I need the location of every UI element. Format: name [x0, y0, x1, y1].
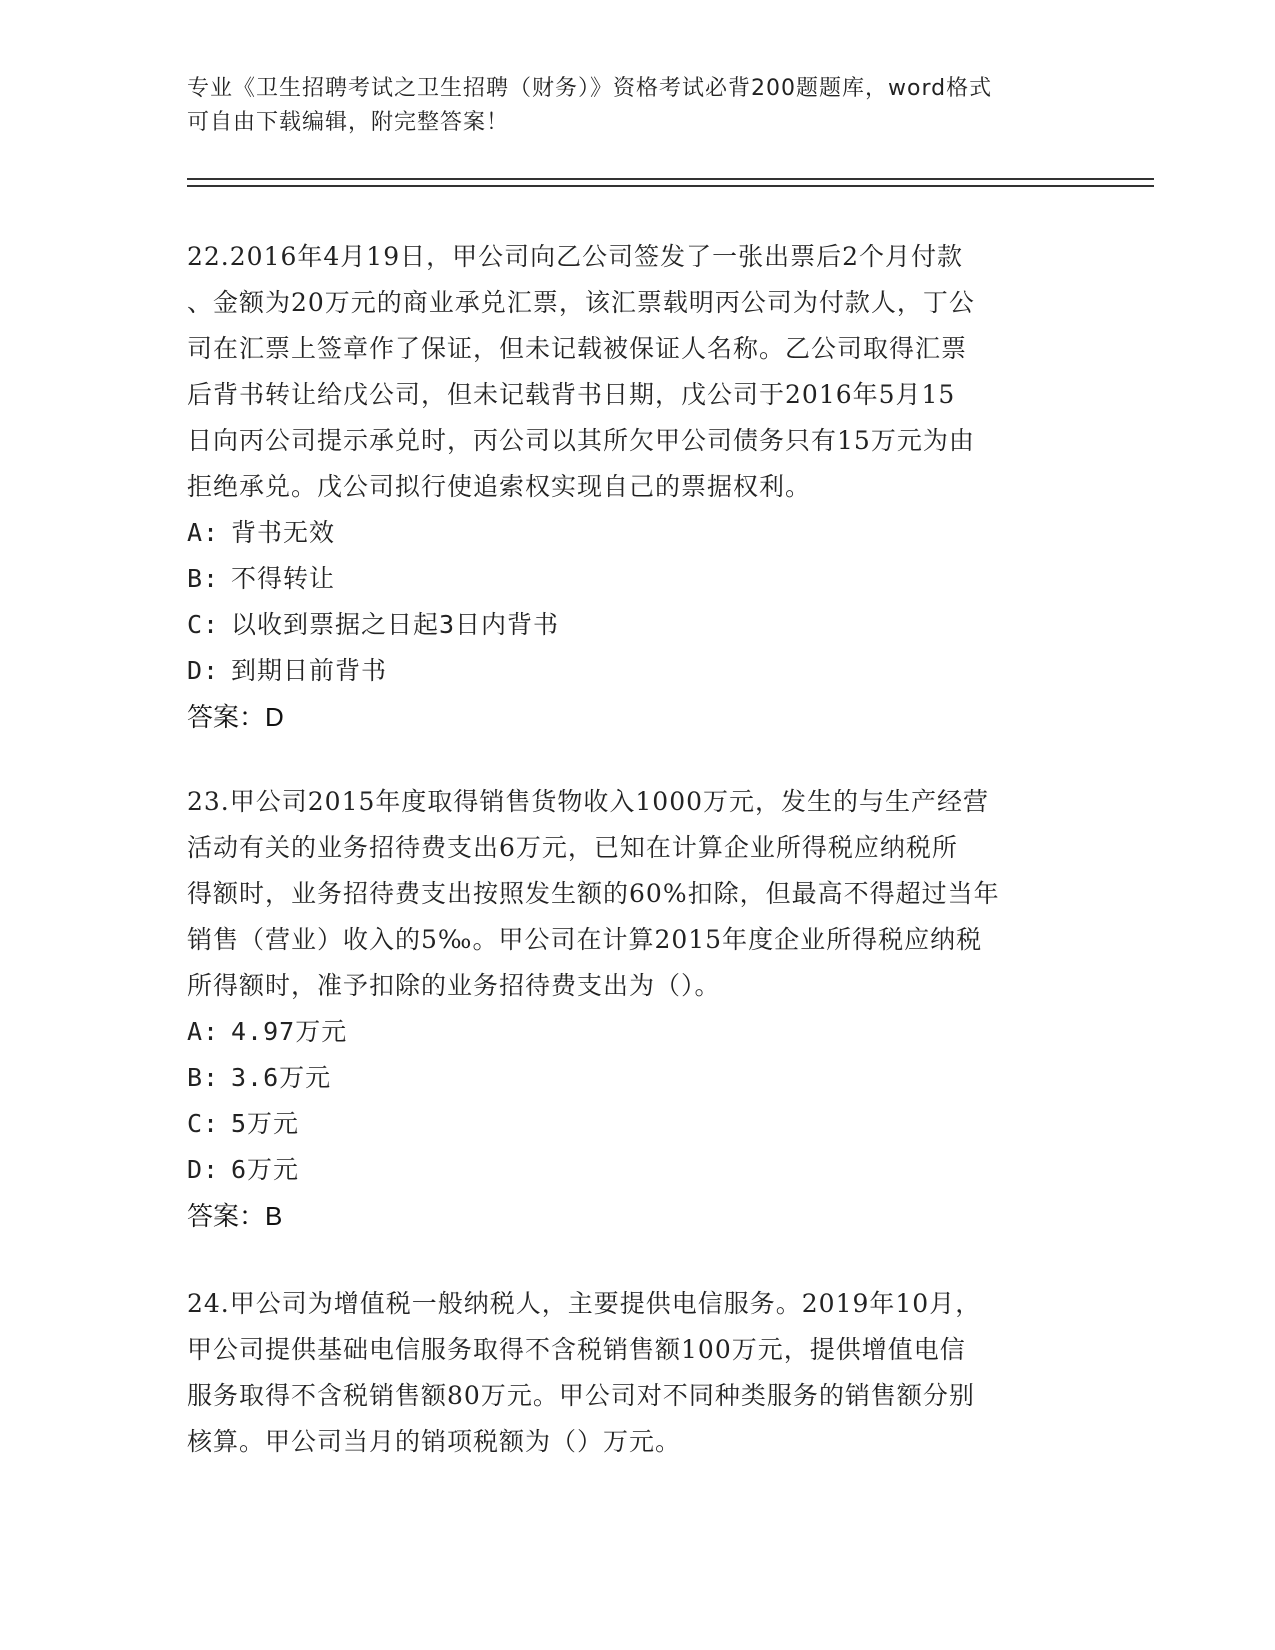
stem-line: 得额时，业务招待费支出按照发生额的60%扣除，但最高不得超过当年 — [187, 879, 1000, 908]
stem-line: 甲公司提供基础电信服务取得不含税销售额100万元，提供增值电信 — [187, 1335, 966, 1364]
stem-line: 活动有关的业务招待费支出6万元，已知在计算企业所得税应纳税所 — [187, 833, 958, 862]
option-letter: A: — [187, 1017, 220, 1046]
stem-line: 服务取得不含税销售额80万元。甲公司对不同种类服务的销售额分别 — [187, 1381, 975, 1410]
option-b — [187, 556, 1087, 602]
document-header — [187, 72, 1067, 140]
option-b — [187, 1055, 1087, 1101]
option-letter: C: — [187, 610, 220, 639]
option-letter: B: — [187, 564, 220, 593]
stem-line: 日向丙公司提示承兑时，丙公司以其所欠甲公司债务只有15万元为由 — [187, 426, 975, 455]
option-a — [187, 1009, 1087, 1055]
header-divider-bottom — [187, 185, 1154, 187]
stem-line: 后背书转让给戊公司，但未记载背书日期，戊公司于2016年5月15 — [187, 380, 956, 409]
option-text: 6万元 — [231, 1155, 300, 1184]
stem-line: 24.甲公司为增值税一般纳税人，主要提供电信服务。2019年10月， — [187, 1289, 982, 1318]
header-line: 可自由下载编辑，附完整答案！ — [187, 110, 510, 135]
option-c — [187, 1101, 1087, 1147]
option-d — [187, 1147, 1087, 1193]
option-letter: A: — [187, 518, 220, 547]
option-text: 4.97万元 — [231, 1017, 348, 1046]
option-d — [187, 648, 1087, 694]
option-letter: C: — [187, 1109, 220, 1138]
question-22 — [187, 234, 1087, 740]
stem-line: 销售（营业）收入的5‰。甲公司在计算2015年度企业所得税应纳税 — [187, 925, 983, 954]
option-text: 5万元 — [231, 1109, 300, 1138]
stem-line: 核算。甲公司当月的销项税额为（）万元。 — [187, 1427, 682, 1456]
stem-line: 、金额为20万元的商业承兑汇票，该汇票载明丙公司为付款人，丁公 — [187, 288, 975, 317]
header-line: 专业《卫生招聘考试之卫生招聘（财务）》资格考试必背200题题库，word格式 — [187, 76, 993, 101]
option-text: 以收到票据之日起3日内背书 — [231, 610, 560, 639]
question-23 — [187, 779, 1087, 1239]
stem-line: 23.甲公司2015年度取得销售货物收入1000万元，发生的与生产经营 — [187, 787, 990, 816]
option-letter: B: — [187, 1063, 220, 1092]
stem-line: 所得额时，准予扣除的业务招待费支出为（）。 — [187, 971, 721, 1000]
option-a — [187, 510, 1087, 556]
option-text: 背书无效 — [231, 518, 336, 547]
question-stem — [187, 779, 1087, 1009]
stem-line: 司在汇票上签章作了保证，但未记载被保证人名称。乙公司取得汇票 — [187, 334, 968, 363]
option-text: 到期日前背书 — [231, 656, 388, 685]
question-stem — [187, 1281, 1087, 1465]
answer: 答案：B — [187, 1201, 283, 1231]
answer: 答案：D — [187, 702, 284, 732]
header-divider-top — [187, 178, 1154, 180]
option-text: 不得转让 — [231, 564, 336, 593]
stem-line: 拒绝承兑。戊公司拟行使追索权实现自己的票据权利。 — [187, 472, 812, 501]
option-text: 3.6万元 — [231, 1063, 332, 1092]
option-letter: D: — [187, 656, 220, 685]
option-letter: D: — [187, 1155, 220, 1184]
option-c — [187, 602, 1087, 648]
question-stem — [187, 234, 1087, 510]
question-24 — [187, 1281, 1087, 1465]
stem-line: 22.2016年4月19日，甲公司向乙公司签发了一张出票后2个月付款 — [187, 242, 964, 271]
